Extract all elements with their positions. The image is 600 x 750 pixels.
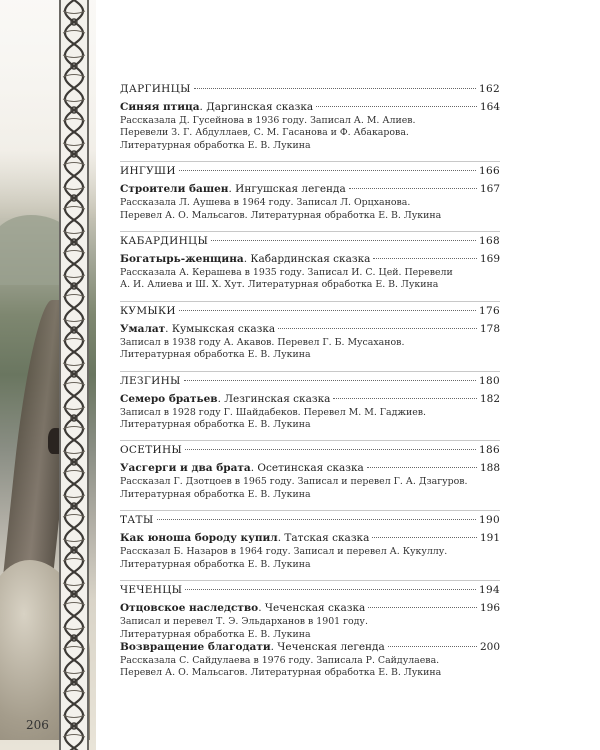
section-heading[interactable] (120, 584, 500, 597)
dot-leader (333, 398, 477, 399)
section-heading-label: ОСЕТИНЫ (120, 444, 183, 457)
entry-title: Богатырь-женщина (120, 253, 244, 266)
toc-entry[interactable] (120, 323, 500, 336)
entry-credits (120, 337, 500, 362)
ornamental-border (59, 0, 89, 750)
section-heading-label: КАБАРДИНЦЫ (120, 235, 209, 248)
entry-credits (120, 197, 500, 222)
entry-title: Уасгерги и два брата (120, 462, 251, 475)
section-page-number: 190 (479, 514, 500, 527)
section-heading-label: ДАРГИНЦЫ (120, 83, 191, 95)
entry-genre: . Даргинская сказка (199, 101, 314, 113)
entry-genre: . Кабардинская сказка (243, 253, 371, 266)
credit-line: Литературная обработка Е. В. Лукина (120, 558, 311, 570)
entry-page-number: 169 (479, 253, 500, 266)
table-of-contents (120, 80, 500, 689)
entry-title: Возвращение благодати (120, 640, 271, 653)
entry-credits (120, 655, 500, 680)
section-page-number: 180 (479, 374, 500, 387)
section-heading-label: КУМЫКИ (120, 304, 176, 317)
section-heading-label: ТАТЫ (120, 514, 154, 527)
section-page-number: 176 (479, 304, 500, 317)
section-page-number: 186 (479, 444, 500, 457)
section-heading-label: ЧЕЧЕНЦЫ (120, 584, 183, 597)
dot-leader (388, 646, 477, 647)
dot-leader (367, 467, 477, 468)
dot-leader (185, 589, 476, 590)
entry-genre: . Чеченская сказка (258, 602, 366, 615)
dot-leader (372, 537, 477, 538)
dot-leader (278, 328, 477, 329)
toc-entry[interactable] (120, 641, 500, 654)
dot-leader (184, 380, 476, 381)
entry-credits (120, 546, 500, 571)
dot-leader (194, 88, 476, 89)
entry-page-number: 164 (479, 101, 500, 113)
dot-leader (179, 310, 476, 311)
toc-section (120, 161, 500, 222)
credit-line: Перевел А. О. Мальсагов. Литературная обработка Е. В. Лукина (120, 667, 442, 679)
dot-leader (157, 519, 477, 520)
section-heading[interactable] (120, 83, 500, 96)
section-page-number: 194 (479, 584, 500, 597)
section-heading[interactable] (120, 444, 500, 457)
section-heading[interactable] (120, 165, 500, 178)
section-heading[interactable] (120, 235, 500, 248)
entry-page-number: 196 (479, 602, 500, 615)
toc-entry[interactable] (120, 532, 500, 545)
entry-genre: . Ингушская легенда (228, 183, 346, 196)
credit-line: Литературная обработка Е. В. Лукина (120, 488, 311, 500)
dot-leader (316, 106, 477, 107)
dot-leader (368, 607, 477, 608)
entry-title: Умалат (120, 322, 166, 335)
toc-entry[interactable] (120, 602, 500, 615)
credit-line: Литературная обработка Е. В. Лукина (120, 349, 311, 361)
entry-page-number: 191 (479, 532, 500, 545)
page-number: 206 (26, 718, 49, 732)
credit-line: Рассказал Б. Назаров в 1964 году. Записал и перевел А. Кукуллу. (120, 546, 448, 558)
entry-credits (120, 267, 500, 292)
credit-line: Рассказала Д. Гусейнова в 1936 году. Записал А. М. Алиев. (120, 115, 416, 126)
dot-leader (349, 188, 477, 189)
toc-section (120, 301, 500, 362)
credit-line: Рассказала С. Сайдулаева в 1976 году. Записала Р. Сайдулаева. (120, 654, 440, 666)
credit-line: Рассказала А. Керашева в 1935 году. Записал И. С. Цей. Перевели (120, 267, 453, 279)
toc-section (120, 371, 500, 432)
entry-credits (120, 616, 500, 641)
section-heading-label: ЛЕЗГИНЫ (120, 374, 181, 387)
entry-credits (120, 115, 500, 152)
credit-line: Записал и перевел Т. Э. Эльдарханов в 1901 году. (120, 616, 368, 628)
dot-leader (185, 449, 476, 450)
entry-title: Синяя птица (120, 101, 200, 113)
credit-line: Перевели З. Г. Абдуллаев, С. М. Гасанова и Ф. Абакарова. (120, 127, 409, 139)
credit-line: Рассказала Л. Аушева в 1964 году. Записал Л. Орцханова. (120, 197, 411, 209)
entry-page-number: 200 (479, 640, 500, 653)
entry-genre: . Осетинская сказка (250, 462, 364, 475)
toc-section (120, 80, 500, 152)
entry-title: Как юноша бороду купил (120, 532, 278, 545)
toc-entry[interactable] (120, 183, 500, 196)
section-page-number: 162 (479, 83, 500, 95)
entry-title: Строители башен (120, 183, 229, 196)
section-page-number: 166 (479, 165, 500, 178)
entry-page-number: 167 (479, 183, 500, 196)
entry-genre: . Кумыкская сказка (165, 322, 276, 335)
entry-page-number: 182 (479, 392, 500, 405)
section-heading[interactable] (120, 514, 500, 527)
entry-genre: . Лезгинская сказка (217, 392, 331, 405)
credit-line: Литературная обработка Е. В. Лукина (120, 628, 311, 640)
section-heading-label: ИНГУШИ (120, 165, 176, 178)
toc-section (120, 440, 500, 501)
entry-page-number: 178 (479, 322, 500, 335)
entry-title: Отцовское наследство (120, 602, 259, 615)
toc-section (120, 231, 500, 292)
section-heading[interactable] (120, 375, 500, 388)
dot-leader (179, 170, 476, 171)
toc-entry[interactable] (120, 462, 500, 475)
credit-line: Литературная обработка Е. В. Лукина (120, 139, 311, 151)
entry-credits (120, 407, 500, 432)
toc-section (120, 510, 500, 571)
section-page-number: 168 (479, 235, 500, 248)
credit-line: Записал в 1938 году А. Акавов. Перевел Г. Б. Мусаханов. (120, 336, 405, 348)
toc-entry[interactable] (120, 101, 500, 114)
entry-genre: . Чеченская легенда (270, 640, 385, 653)
entry-title: Семеро братьев (120, 392, 218, 405)
entry-page-number: 188 (479, 462, 500, 475)
credit-line: Рассказал Г. Дзотцоев в 1965 году. Записал и перевел Г. А. Дзагуров. (120, 476, 468, 488)
dot-leader (373, 258, 477, 259)
entry-credits (120, 476, 500, 501)
credit-line: Литературная обработка Е. В. Лукина (120, 419, 311, 431)
entry-genre: . Татская сказка (277, 532, 370, 545)
toc-entry[interactable] (120, 393, 500, 406)
credit-line: Перевел А. О. Мальсагов. Литературная обработка Е. В. Лукина (120, 209, 442, 221)
section-heading[interactable] (120, 305, 500, 318)
toc-section (120, 580, 500, 680)
credit-line: Записал в 1928 году Г. Шайдабеков. Перевел М. М. Гаджиев. (120, 406, 427, 418)
credit-line: А. И. Алиева и Ш. Х. Хут. Литературная обработка Е. В. Лукина (120, 279, 439, 291)
dot-leader (211, 240, 476, 241)
toc-entry[interactable] (120, 253, 500, 266)
